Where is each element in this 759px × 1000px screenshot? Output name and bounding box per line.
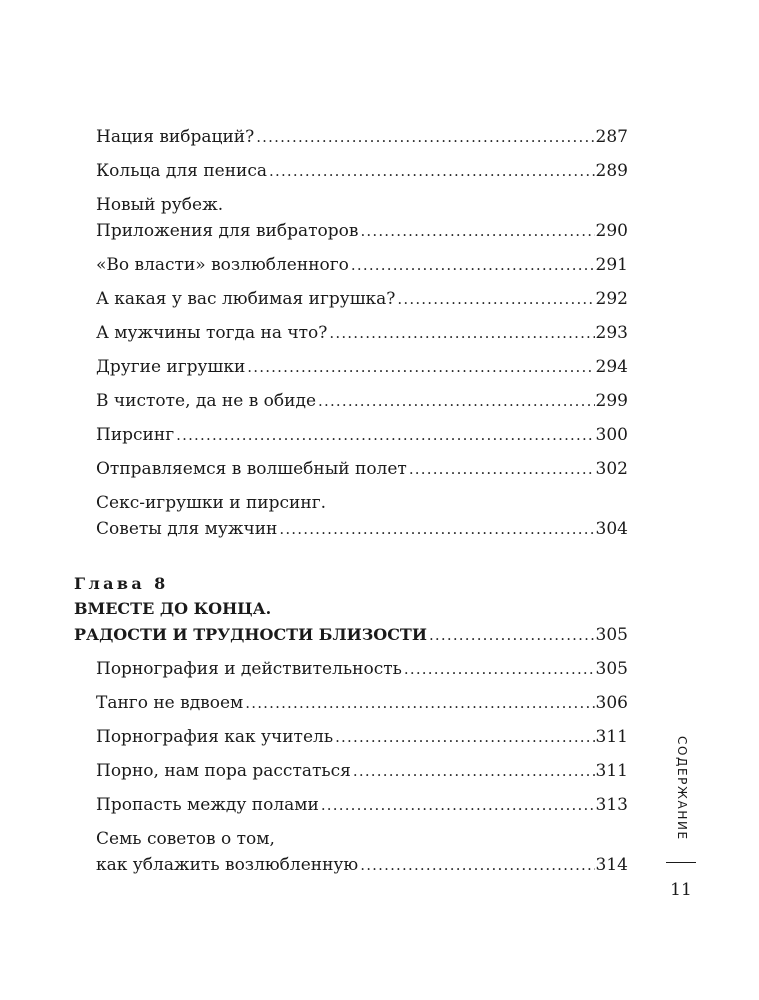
toc-entry — [74, 792, 628, 818]
dot-leader — [245, 690, 594, 716]
dot-leader — [329, 320, 594, 346]
toc-entry-page-number: 299 — [595, 391, 628, 411]
toc-entry — [74, 490, 628, 542]
toc-entry-page-number: 291 — [595, 255, 628, 275]
toc-entry-title: В чистоте, да не в обиде — [96, 391, 317, 411]
toc-entry-row — [96, 158, 628, 184]
toc-entry-title: «Во власти» возлюбленного — [96, 255, 349, 275]
toc-entry-title: Порнография как учитель — [96, 727, 334, 747]
toc-entry-page-number: 289 — [595, 161, 628, 181]
dot-leader — [318, 388, 595, 414]
toc-entry-row — [96, 124, 628, 150]
running-head: СОДЕРЖАНИЕ — [675, 736, 689, 841]
toc-entry-title: Другие игрушки — [96, 357, 246, 377]
toc-entry-row — [96, 852, 628, 878]
toc-entry-page-number: 287 — [595, 127, 628, 147]
toc-entry-row — [96, 422, 628, 448]
toc-entry-title: Пропасть между полами — [96, 795, 319, 815]
chapter-label: Глава 8 — [74, 574, 169, 593]
toc-entry-title: Нация вибраций? — [96, 127, 255, 147]
toc-entry — [74, 124, 628, 150]
chapter-title-line1: ВМЕСТЕ ДО КОНЦА. — [74, 599, 272, 618]
toc-entry-row — [96, 690, 628, 716]
toc-entry-page-number: 300 — [595, 425, 628, 445]
toc-entry-title: Порно, нам пора расстаться — [96, 761, 351, 781]
toc-entry-title: как ублажить возлюбленную — [96, 855, 359, 875]
toc-entry-title: Советы для мужчин — [96, 519, 278, 539]
folio-rule — [666, 862, 696, 863]
dot-leader — [279, 516, 594, 542]
toc-entry — [74, 320, 628, 346]
toc-entry-row — [96, 792, 628, 818]
dot-leader — [409, 456, 595, 482]
dot-leader — [360, 218, 594, 244]
toc-entry — [74, 158, 628, 184]
toc-entry — [74, 826, 628, 878]
toc-entry-page-number: 313 — [595, 795, 628, 815]
toc-entry — [74, 656, 628, 682]
toc-entry-page-number: 311 — [595, 761, 628, 781]
toc-entry-row — [96, 320, 628, 346]
toc-entry-page-number: 293 — [595, 323, 628, 343]
dot-leader — [335, 724, 594, 750]
toc-entry-row — [96, 286, 628, 312]
toc-entry-page-number: 314 — [595, 855, 628, 875]
toc-entry-title: А мужчины тогда на что? — [96, 323, 328, 343]
toc-entry-row — [96, 218, 628, 244]
toc-entry-row — [96, 656, 628, 682]
toc-entry-title: Приложения для вибраторов — [96, 221, 359, 241]
page-number: 11 — [670, 880, 692, 900]
toc-entry-row — [96, 252, 628, 278]
dot-leader — [321, 792, 595, 818]
toc-entry-title: Отправляемся в волшебный полет — [96, 459, 407, 479]
dot-leader — [351, 252, 595, 278]
toc-entry-title: Пирсинг — [96, 425, 175, 445]
chapter-page-number: 305 — [595, 625, 628, 645]
dot-leader — [256, 124, 594, 150]
dot-leader — [404, 656, 595, 682]
toc-entries-before — [74, 124, 628, 542]
chapter-title-line2: РАДОСТИ И ТРУДНОСТИ БЛИЗОСТИ — [74, 625, 427, 644]
toc-entry-row — [96, 388, 628, 414]
table-of-contents — [74, 124, 628, 886]
toc-entry-title: Порнография и действительность — [96, 659, 402, 679]
toc-entry-title-line: Секс-игрушки и пирсинг. — [96, 493, 327, 513]
toc-entry-page-number: 292 — [595, 289, 628, 309]
toc-entry — [74, 758, 628, 784]
toc-entry-title-line: Новый рубеж. — [96, 195, 224, 215]
toc-entry-row — [96, 354, 628, 380]
toc-entry — [74, 252, 628, 278]
toc-entry-page-number: 304 — [595, 519, 628, 539]
toc-entry-row — [96, 758, 628, 784]
toc-entry — [74, 690, 628, 716]
toc-entry — [74, 192, 628, 244]
toc-entry — [74, 724, 628, 750]
toc-entry — [74, 354, 628, 380]
toc-entry-page-number: 290 — [595, 221, 628, 241]
toc-entry-row — [96, 516, 628, 542]
toc-entry-title: А какая у вас любимая игрушка? — [96, 289, 396, 309]
toc-entry-row — [96, 724, 628, 750]
dot-leader — [247, 354, 594, 380]
toc-entry — [74, 286, 628, 312]
dot-leader — [176, 422, 594, 448]
toc-entry-page-number: 294 — [595, 357, 628, 377]
toc-entry-page-number: 311 — [595, 727, 628, 747]
toc-entry — [74, 388, 628, 414]
dot-leader — [269, 158, 595, 184]
toc-entry-title: Танго не вдвоем — [96, 693, 244, 713]
dot-leader — [397, 286, 594, 312]
dot-leader — [353, 758, 595, 784]
toc-entry-title: Кольца для пениса — [96, 161, 268, 181]
toc-entry-row — [96, 456, 628, 482]
chapter-heading — [74, 596, 628, 648]
toc-entry — [74, 456, 628, 482]
chapter-title-row — [74, 622, 628, 648]
toc-entry-title-line: Семь советов о том, — [96, 829, 275, 849]
dot-leader — [360, 852, 594, 878]
toc-entries-after — [74, 656, 628, 878]
toc-entry-page-number: 306 — [595, 693, 628, 713]
toc-entry — [74, 422, 628, 448]
dot-leader — [429, 622, 595, 648]
toc-entry-page-number: 302 — [595, 459, 628, 479]
toc-entry-page-number: 305 — [595, 659, 628, 679]
